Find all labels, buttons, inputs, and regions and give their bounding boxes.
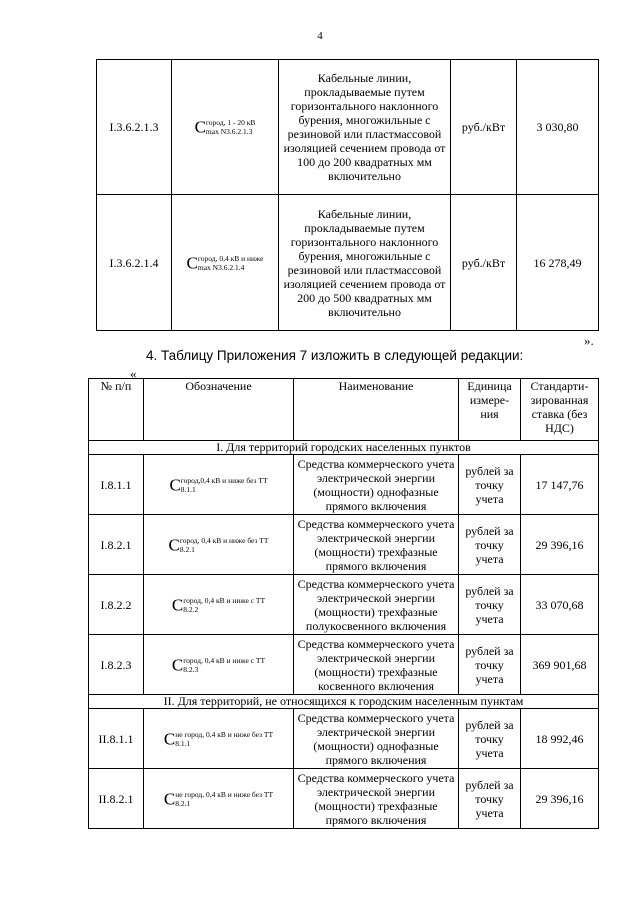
rate-symbol: C город, 0,4 кВ и ниже с ТТ 8.2.2: [144, 575, 294, 635]
rate-symbol: C город, 0,4 кВ и ниже с ТТ 8.2.3: [144, 635, 294, 695]
row-unit: рублей за точку учета: [459, 455, 521, 515]
row-code: I.8.2.1: [89, 515, 144, 575]
row-name: Средства коммерческого учета электрической энергии (мощности) трехфазные прямого включения: [294, 515, 459, 575]
opening-quote: «: [130, 366, 137, 381]
row-name: Средства коммерческого учета электрической энергии (мощности) трехфазные прямого включения: [294, 769, 459, 829]
row-code: I.8.2.2: [89, 575, 144, 635]
rate-symbol: C город,0,4 кВ и ниже без ТТ 8.1.1: [144, 455, 294, 515]
row-value: 29 396,16: [521, 769, 599, 829]
row-unit: рублей за точку учета: [459, 575, 521, 635]
header-rate: Стандарти-зированная ставка (без НДС): [521, 379, 599, 441]
closing-quote: ».: [584, 333, 594, 348]
table-row: [89, 709, 599, 769]
row-unit: руб./кВт: [451, 195, 517, 331]
row-value: 17 147,76: [521, 455, 599, 515]
row-name: Средства коммерческого учета электрической энергии (мощности) однофазные прямого включения: [294, 709, 459, 769]
row-unit: руб./кВт: [451, 60, 517, 195]
row-name: Средства коммерческого учета электрической энергии (мощности) трехфазные косвенного включения: [294, 635, 459, 695]
row-value: 3 030,80: [517, 60, 599, 195]
row-code: I.3.6.2.1.4: [97, 195, 172, 331]
row-code: I.8.1.1: [89, 455, 144, 515]
header-name: Наименование: [294, 379, 459, 441]
row-value: 33 070,68: [521, 575, 599, 635]
table-row: [89, 515, 599, 575]
table-row: [97, 60, 599, 195]
page-number: 4: [317, 30, 323, 42]
row-value: 18 992,46: [521, 709, 599, 769]
table-row: [89, 455, 599, 515]
table-row: [89, 769, 599, 829]
header-num: № п/п: [89, 379, 144, 441]
row-unit: рублей за точку учета: [459, 515, 521, 575]
section-title: I. Для территорий городских населенных пунктов: [89, 441, 599, 455]
row-value: 369 901,68: [521, 635, 599, 695]
row-unit: рублей за точку учета: [459, 709, 521, 769]
table-row: [97, 195, 599, 331]
row-value: 16 278,49: [517, 195, 599, 331]
row-value: 29 396,16: [521, 515, 599, 575]
rate-symbol: C не город, 0,4 кВ и ниже без ТТ 8.2.1: [144, 769, 294, 829]
header-symbol: Обозначение: [144, 379, 294, 441]
rate-symbol: C город, 0,4 кВ и ниже без ТТ 8.2.1: [144, 515, 294, 575]
row-unit: рублей за точку учета: [459, 769, 521, 829]
row-code: I.3.6.2.1.3: [97, 60, 172, 195]
amendment-instruction: 4. Таблицу Приложения 7 изложить в следующей редакции:: [146, 348, 524, 363]
table-row: [89, 635, 599, 695]
row-name: Средства коммерческого учета электрической энергии (мощности) трехфазные полукосвенного включения: [294, 575, 459, 635]
section-row: [89, 441, 599, 455]
row-name: Кабельные линии, прокладываемые путем горизонтального наклонного бурения, многожильные с резиновой или пластмассовой изоляцией сечением провода от 200 до 500 квадратных мм включительно: [279, 195, 451, 331]
table-row: [89, 575, 599, 635]
section-title: II. Для территорий, не относящихся к городским населенным пунктам: [89, 695, 599, 709]
row-code: II.8.1.1: [89, 709, 144, 769]
table-header-row: [89, 379, 599, 441]
row-code: I.8.2.3: [89, 635, 144, 695]
rate-symbol: C город, 0,4 кВ и ниже max N3.6.2.1.4: [172, 195, 279, 331]
tariff-table-continuation: [96, 59, 599, 331]
rate-symbol: C не город, 0,4 кВ и ниже без ТТ 8.1.1: [144, 709, 294, 769]
section-row: [89, 695, 599, 709]
appendix-7-table: [88, 378, 599, 829]
row-unit: рублей за точку учета: [459, 635, 521, 695]
header-unit: Единица измере-ния: [459, 379, 521, 441]
rate-symbol: C город, 1 - 20 кВ max N3.6.2.1.3: [172, 60, 279, 195]
row-name: Кабельные линии, прокладываемые путем горизонтального наклонного бурения, многожильные с резиновой или пластмассовой изоляцией сечением провода от 100 до 200 квадратных мм включительно: [279, 60, 451, 195]
row-name: Средства коммерческого учета электрической энергии (мощности) однофазные прямого включения: [294, 455, 459, 515]
row-code: II.8.2.1: [89, 769, 144, 829]
